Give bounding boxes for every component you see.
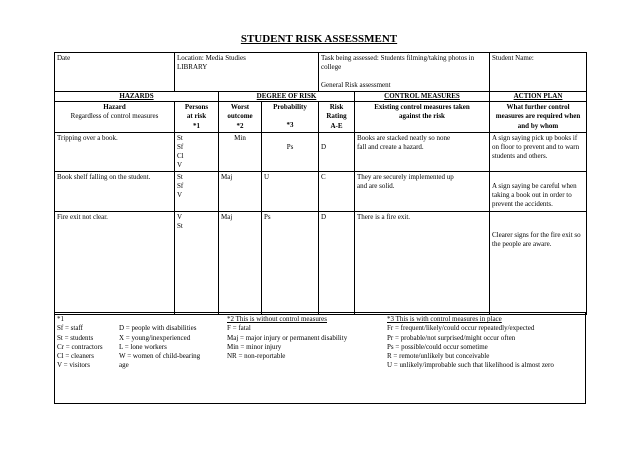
task-type: General Risk assessment — [321, 81, 391, 90]
hazard-cell: Fire exit not clear. — [55, 212, 175, 315]
header-risk-rating: Risk Rating A-E — [319, 102, 355, 132]
header-existing-controls: Existing control measures taken against the risk — [355, 102, 490, 132]
header-further-controls: What further control measures are required when and by whom — [490, 102, 587, 132]
legend-probability: *3 This is with control measures in place Fr = frequent/likely/could occur repeatedly/expected Pr = probable/not surprised/might occur often Ps = possible/could occur sometime R = remote/unlikely but conceivable U = unlikely/improbable such that likelihood is almost zero — [387, 315, 554, 370]
section-header-row — [55, 92, 587, 102]
persons-cell: St Sf V — [175, 172, 219, 212]
action-plan-cell: A sign saying be careful when taking a book out in order to prevent the accidents. — [490, 172, 587, 212]
student-name-label: Student Name: — [492, 54, 534, 62]
date-label: Date — [57, 54, 71, 62]
rating-cell: D — [319, 212, 355, 315]
header-probability: Probability *3 — [262, 102, 319, 132]
header-hazard: Hazard Regardless of control measures — [55, 102, 175, 132]
worst-outcome-cell: Min — [219, 132, 262, 171]
probability-cell: U — [262, 172, 319, 212]
header-persons: Persons at risk *1 — [175, 102, 219, 132]
existing-controls-cell: Books are stacked neatly so none fall and create a hazard. — [355, 132, 490, 171]
date-cell — [55, 53, 175, 92]
table-row — [55, 172, 587, 212]
legend-worst-outcome: *2 This is without control measures F = fatal Maj = major injury or permanent disability Min = minor injury NR = non-reportable — [227, 315, 348, 361]
task-cell — [319, 53, 490, 92]
task-label: Task being assessed: Students filming/taking photos in college — [321, 54, 475, 72]
probability-cell: Ps — [262, 212, 319, 315]
column-header-row — [55, 102, 587, 132]
section-action-plan: ACTION PLAN — [490, 92, 587, 102]
worst-outcome-cell: Maj — [219, 212, 262, 315]
risk-assessment-table — [54, 52, 587, 315]
legend-box — [54, 312, 586, 404]
header-worst-outcome: Worst outcome *2 — [219, 102, 262, 132]
location-label: Location: Media Studies — [177, 54, 246, 62]
rating-cell: C — [319, 172, 355, 212]
persons-cell: V St — [175, 212, 219, 315]
action-plan-cell: Clearer signs for the fire exit so the people are aware. — [490, 212, 587, 315]
location-cell — [175, 53, 319, 92]
table-row — [55, 212, 587, 315]
section-degree-of-risk: DEGREE OF RISK — [219, 92, 355, 102]
location-value: LIBRARY — [177, 63, 208, 72]
legend-persons-at-risk: *1 Sf = staff D = people with disabilities St = students X = young/inexperienced Cr = contractors L = lone workers Cl = cleaners W = women of child-bearing V = visitors age — [57, 315, 201, 370]
existing-controls-cell: There is a fire exit. — [355, 212, 490, 315]
table-row — [55, 132, 587, 171]
existing-controls-cell: They are securely implemented up and are solid. — [355, 172, 490, 212]
probability-cell: Ps — [262, 132, 319, 171]
worst-outcome-cell: Maj — [219, 172, 262, 212]
section-hazards: HAZARDS — [55, 92, 219, 102]
info-row — [55, 53, 587, 92]
hazard-cell: Book shelf falling on the student. — [55, 172, 175, 212]
document-title: STUDENT RISK ASSESSMENT — [240, 33, 398, 45]
hazard-cell: Tripping over a book. — [55, 132, 175, 171]
section-control-measures: CONTROL MEASURES — [355, 92, 490, 102]
persons-cell: St Sf Cl V — [175, 132, 219, 171]
action-plan-cell: A sign saying pick up books if on floor to prevent and to warn students and others. — [490, 132, 587, 171]
student-name-cell — [490, 53, 587, 92]
rating-cell: D — [319, 132, 355, 171]
